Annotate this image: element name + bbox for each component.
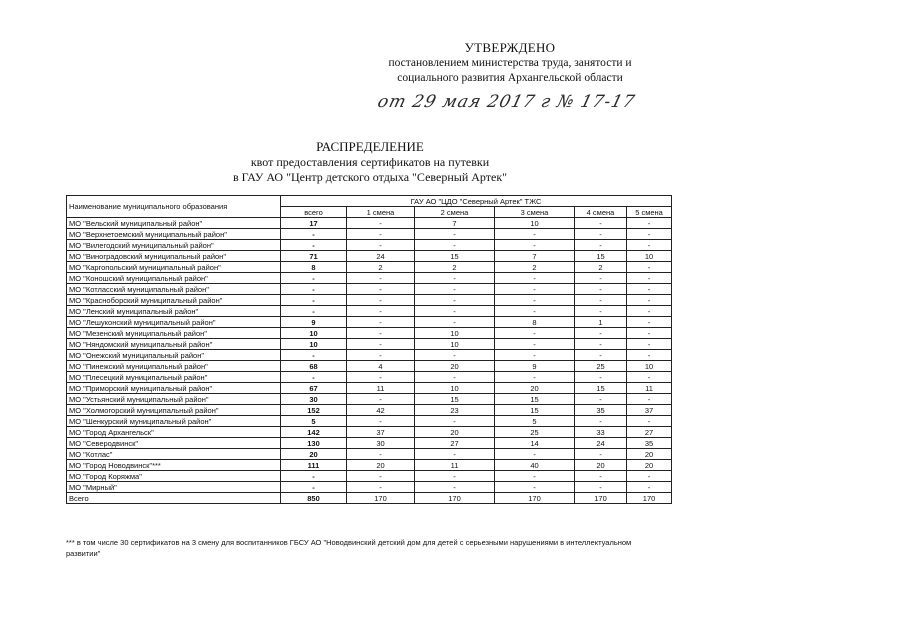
col-header-shift-2: 2 смена: [415, 207, 495, 218]
total-cell: 17: [281, 218, 347, 229]
municipality-name-cell: МО "Няндомский муниципальный район": [67, 339, 281, 350]
total-cell: -: [281, 284, 347, 295]
municipality-name-cell: МО "Город Коряжма": [67, 471, 281, 482]
heading-title: РАСПРЕДЕЛЕНИЕ: [316, 139, 424, 154]
total-cell: -: [281, 482, 347, 493]
shift-3-cell: 8: [495, 317, 575, 328]
table-row: [67, 405, 672, 416]
shift-4-cell: -: [575, 229, 627, 240]
municipality-name-cell: МО "Устьянский муниципальный район": [67, 394, 281, 405]
total-cell: 10: [281, 339, 347, 350]
shift-2-cell: -: [415, 449, 495, 460]
shift-4-cell: -: [575, 482, 627, 493]
shift-4-cell: -: [575, 218, 627, 229]
total-cell: 5: [281, 416, 347, 427]
shift-4-cell: 25: [575, 361, 627, 372]
shift-1-cell: 4: [347, 361, 415, 372]
shift-5-cell: -: [627, 240, 672, 251]
total-cell: 10: [281, 328, 347, 339]
shift-3-cell: 10: [495, 218, 575, 229]
shift-2-cell: -: [415, 295, 495, 306]
total-cell: 111: [281, 460, 347, 471]
total-cell: -: [281, 372, 347, 383]
municipality-name-cell: МО "Онежский муниципальный район": [67, 350, 281, 361]
shift-2-cell: 20: [415, 361, 495, 372]
shift-1-cell: 37: [347, 427, 415, 438]
shift-2-cell: -: [415, 350, 495, 361]
shift-5-cell: -: [627, 306, 672, 317]
shift-5-cell: -: [627, 284, 672, 295]
shift-5-cell: -: [627, 218, 672, 229]
col-header-shift-3: 3 смена: [495, 207, 575, 218]
shift-5-cell: -: [627, 471, 672, 482]
table-row: [67, 416, 672, 427]
quota-table-body: [67, 218, 672, 504]
municipality-name-cell: МО "Город Новодвинск"***: [67, 460, 281, 471]
shift-1-cell: 20: [347, 460, 415, 471]
municipality-name-cell: МО "Вилегодский муниципальный район": [67, 240, 281, 251]
table-row: [67, 317, 672, 328]
heading-line-2: в ГАУ АО "Центр детского отдыха "Северный Артек": [232, 170, 508, 184]
shift-2-cell: 7: [415, 218, 495, 229]
table-row: [67, 240, 672, 251]
shift-4-cell: -: [575, 394, 627, 405]
municipality-name-cell: МО "Коношский муниципальный район": [67, 273, 281, 284]
shift-5-cell: -: [627, 372, 672, 383]
table-row: [67, 295, 672, 306]
shift-2-cell: -: [415, 240, 495, 251]
shift-1-cell: -: [347, 229, 415, 240]
approval-line-2: социального развития Архангельской области: [397, 72, 623, 84]
table-row: [67, 262, 672, 273]
shift-4-cell: 15: [575, 383, 627, 394]
shift-2-cell: 15: [415, 394, 495, 405]
shift-4-cell: 15: [575, 251, 627, 262]
municipality-name-cell: МО "Красноборский муниципальный район": [67, 295, 281, 306]
shift-4-cell: -: [575, 372, 627, 383]
shift-1-cell: -: [347, 284, 415, 295]
table-row: [67, 482, 672, 493]
footnote: *** в том числе 30 сертификатов на 3 смену для воспитанников ГБСУ АО "Новодвинский детский дом для детей с серьезными нарушениями в интеллектуальном развитии": [66, 538, 632, 558]
shift-2-cell: -: [415, 317, 495, 328]
shift-1-cell: 42: [347, 405, 415, 416]
shift-4-cell: 35: [575, 405, 627, 416]
quota-table: [66, 195, 672, 504]
shift-2-cell: 15: [415, 251, 495, 262]
total-cell: 8: [281, 262, 347, 273]
shift-4-cell: -: [575, 471, 627, 482]
shift-1-cell: -: [347, 350, 415, 361]
shift-2-cell: 10: [415, 328, 495, 339]
shift-2-cell: -: [415, 229, 495, 240]
table-row: [67, 383, 672, 394]
shift-5-cell: -: [627, 350, 672, 361]
municipality-name-cell: МО "Каргопольский муниципальный район": [67, 262, 281, 273]
shift-3-cell: 14: [495, 438, 575, 449]
shift-1-cell: -: [347, 482, 415, 493]
shift-5-cell: 20: [627, 449, 672, 460]
total-cell: 68: [281, 361, 347, 372]
shift-1-cell: 30: [347, 438, 415, 449]
table-row: [67, 339, 672, 350]
shift-1-cell: -: [347, 372, 415, 383]
shift-3-cell: -: [495, 482, 575, 493]
table-row: [67, 218, 672, 229]
col-header-shift-4: 4 смена: [575, 207, 627, 218]
municipality-name-cell: МО "Холмогорский муниципальный район": [67, 405, 281, 416]
table-row: [67, 251, 672, 262]
shift-5-cell: 11: [627, 383, 672, 394]
shift-5-cell: -: [627, 394, 672, 405]
total-cell: -: [281, 306, 347, 317]
shift-3-cell: -: [495, 240, 575, 251]
shift-1-cell: -: [347, 339, 415, 350]
shift-3-cell: -: [495, 471, 575, 482]
total-cell: 30: [281, 394, 347, 405]
shift-1-cell: 2: [347, 262, 415, 273]
table-row: [67, 493, 672, 504]
shift-4-cell: -: [575, 449, 627, 460]
group-column-header: ГАУ АО "ЦДО "Северный Артек" ТЖС: [281, 196, 672, 207]
total-cell: -: [281, 350, 347, 361]
shift-5-cell: 20: [627, 460, 672, 471]
shift-1-cell: -: [347, 273, 415, 284]
shift-3-cell: 15: [495, 405, 575, 416]
shift-4-cell: 24: [575, 438, 627, 449]
shift-5-cell: -: [627, 416, 672, 427]
shift-3-cell: -: [495, 339, 575, 350]
shift-2-cell: 23: [415, 405, 495, 416]
shift-5-cell: 37: [627, 405, 672, 416]
total-cell: 850: [281, 493, 347, 504]
table-row: [67, 460, 672, 471]
name-column-header: Наименование муниципального образования: [67, 196, 281, 218]
shift-1-cell: 11: [347, 383, 415, 394]
shift-5-cell: -: [627, 273, 672, 284]
shift-5-cell: -: [627, 295, 672, 306]
shift-4-cell: -: [575, 328, 627, 339]
municipality-name-cell: МО "Ленский муниципальный район": [67, 306, 281, 317]
total-cell: -: [281, 240, 347, 251]
municipality-name-cell: Всего: [67, 493, 281, 504]
municipality-name-cell: МО "Виноградовский муниципальный район": [67, 251, 281, 262]
shift-1-cell: -: [347, 394, 415, 405]
shift-1-cell: -: [347, 416, 415, 427]
shift-2-cell: -: [415, 482, 495, 493]
total-cell: -: [281, 295, 347, 306]
shift-1-cell: -: [347, 328, 415, 339]
shift-5-cell: -: [627, 317, 672, 328]
municipality-name-cell: МО "Верхнетоемский муниципальный район": [67, 229, 281, 240]
shift-5-cell: -: [627, 339, 672, 350]
municipality-name-cell: МО "Шенкурский муниципальный район": [67, 416, 281, 427]
shift-5-cell: -: [627, 328, 672, 339]
shift-2-cell: 20: [415, 427, 495, 438]
table-row: [67, 394, 672, 405]
total-cell: 71: [281, 251, 347, 262]
shift-1-cell: -: [347, 471, 415, 482]
total-cell: -: [281, 229, 347, 240]
shift-3-cell: -: [495, 284, 575, 295]
total-cell: 67: [281, 383, 347, 394]
shift-3-cell: -: [495, 306, 575, 317]
shift-5-cell: 10: [627, 251, 672, 262]
municipality-name-cell: МО "Котлас": [67, 449, 281, 460]
shift-3-cell: 15: [495, 394, 575, 405]
shift-1-cell: 24: [347, 251, 415, 262]
shift-4-cell: -: [575, 339, 627, 350]
municipality-name-cell: МО "Мирный": [67, 482, 281, 493]
shift-1-cell: -: [347, 218, 415, 229]
shift-3-cell: 9: [495, 361, 575, 372]
total-cell: 142: [281, 427, 347, 438]
table-row: [67, 372, 672, 383]
shift-2-cell: -: [415, 372, 495, 383]
shift-3-cell: -: [495, 229, 575, 240]
shift-2-cell: -: [415, 284, 495, 295]
shift-5-cell: -: [627, 262, 672, 273]
shift-3-cell: -: [495, 350, 575, 361]
shift-1-cell: -: [347, 295, 415, 306]
approval-title: УТВЕРЖДЕНО: [464, 40, 556, 55]
shift-1-cell: 170: [347, 493, 415, 504]
shift-2-cell: 11: [415, 460, 495, 471]
shift-1-cell: -: [347, 240, 415, 251]
heading-line-1: квот предоставления сертификатов на путевки: [250, 155, 490, 169]
shift-5-cell: 10: [627, 361, 672, 372]
shift-2-cell: 10: [415, 339, 495, 350]
shift-3-cell: 20: [495, 383, 575, 394]
shift-3-cell: 170: [495, 493, 575, 504]
municipality-name-cell: МО "Плесецкий муниципальный район": [67, 372, 281, 383]
shift-4-cell: -: [575, 284, 627, 295]
shift-4-cell: 33: [575, 427, 627, 438]
shift-3-cell: -: [495, 328, 575, 339]
shift-3-cell: 40: [495, 460, 575, 471]
document-heading: [200, 139, 540, 185]
table-row: [67, 427, 672, 438]
col-header-total: всего: [281, 207, 347, 218]
municipality-name-cell: МО "Лешуконский муниципальный район": [67, 317, 281, 328]
shift-2-cell: -: [415, 306, 495, 317]
table-row: [67, 471, 672, 482]
shift-5-cell: 35: [627, 438, 672, 449]
shift-1-cell: -: [347, 449, 415, 460]
shift-2-cell: 170: [415, 493, 495, 504]
total-cell: 9: [281, 317, 347, 328]
shift-4-cell: -: [575, 295, 627, 306]
shift-4-cell: -: [575, 350, 627, 361]
approval-line-1: постановлением министерства труда, занятости и: [388, 57, 632, 69]
municipality-name-cell: МО "Котласский муниципальный район": [67, 284, 281, 295]
shift-5-cell: -: [627, 229, 672, 240]
shift-4-cell: -: [575, 416, 627, 427]
shift-3-cell: 7: [495, 251, 575, 262]
shift-1-cell: -: [347, 317, 415, 328]
shift-1-cell: -: [347, 306, 415, 317]
shift-3-cell: -: [495, 372, 575, 383]
table-row: [67, 306, 672, 317]
total-cell: 20: [281, 449, 347, 460]
total-cell: -: [281, 471, 347, 482]
shift-2-cell: 27: [415, 438, 495, 449]
shift-4-cell: 2: [575, 262, 627, 273]
col-header-shift-1: 1 смена: [347, 207, 415, 218]
table-row: [67, 229, 672, 240]
total-cell: 152: [281, 405, 347, 416]
shift-5-cell: 170: [627, 493, 672, 504]
shift-2-cell: 10: [415, 383, 495, 394]
shift-2-cell: -: [415, 471, 495, 482]
total-cell: -: [281, 273, 347, 284]
approval-block: [330, 40, 690, 86]
shift-3-cell: -: [495, 295, 575, 306]
shift-2-cell: -: [415, 416, 495, 427]
shift-3-cell: -: [495, 273, 575, 284]
shift-4-cell: 20: [575, 460, 627, 471]
municipality-name-cell: МО "Мезенский муниципальный район": [67, 328, 281, 339]
municipality-name-cell: МО "Северодвинск": [67, 438, 281, 449]
table-row: [67, 438, 672, 449]
municipality-name-cell: МО "Город Архангельск": [67, 427, 281, 438]
shift-4-cell: 170: [575, 493, 627, 504]
table-row: [67, 273, 672, 284]
shift-2-cell: 2: [415, 262, 495, 273]
table-row: [67, 284, 672, 295]
table-row: [67, 350, 672, 361]
municipality-name-cell: МО "Пинежский муниципальный район": [67, 361, 281, 372]
table-row: [67, 361, 672, 372]
table-row: [67, 328, 672, 339]
total-cell: 130: [281, 438, 347, 449]
shift-5-cell: -: [627, 482, 672, 493]
shift-4-cell: -: [575, 273, 627, 284]
shift-3-cell: 5: [495, 416, 575, 427]
shift-2-cell: -: [415, 273, 495, 284]
shift-3-cell: 2: [495, 262, 575, 273]
shift-4-cell: -: [575, 240, 627, 251]
municipality-name-cell: МО "Приморский муниципальный район": [67, 383, 281, 394]
shift-4-cell: -: [575, 306, 627, 317]
table-row: [67, 449, 672, 460]
col-header-shift-5: 5 смена: [627, 207, 672, 218]
shift-3-cell: 25: [495, 427, 575, 438]
shift-3-cell: -: [495, 449, 575, 460]
handwritten-date-number: от 29 мая 2017 г № 17-17: [375, 92, 638, 112]
municipality-name-cell: МО "Вельский муниципальный район": [67, 218, 281, 229]
shift-4-cell: 1: [575, 317, 627, 328]
shift-5-cell: 27: [627, 427, 672, 438]
